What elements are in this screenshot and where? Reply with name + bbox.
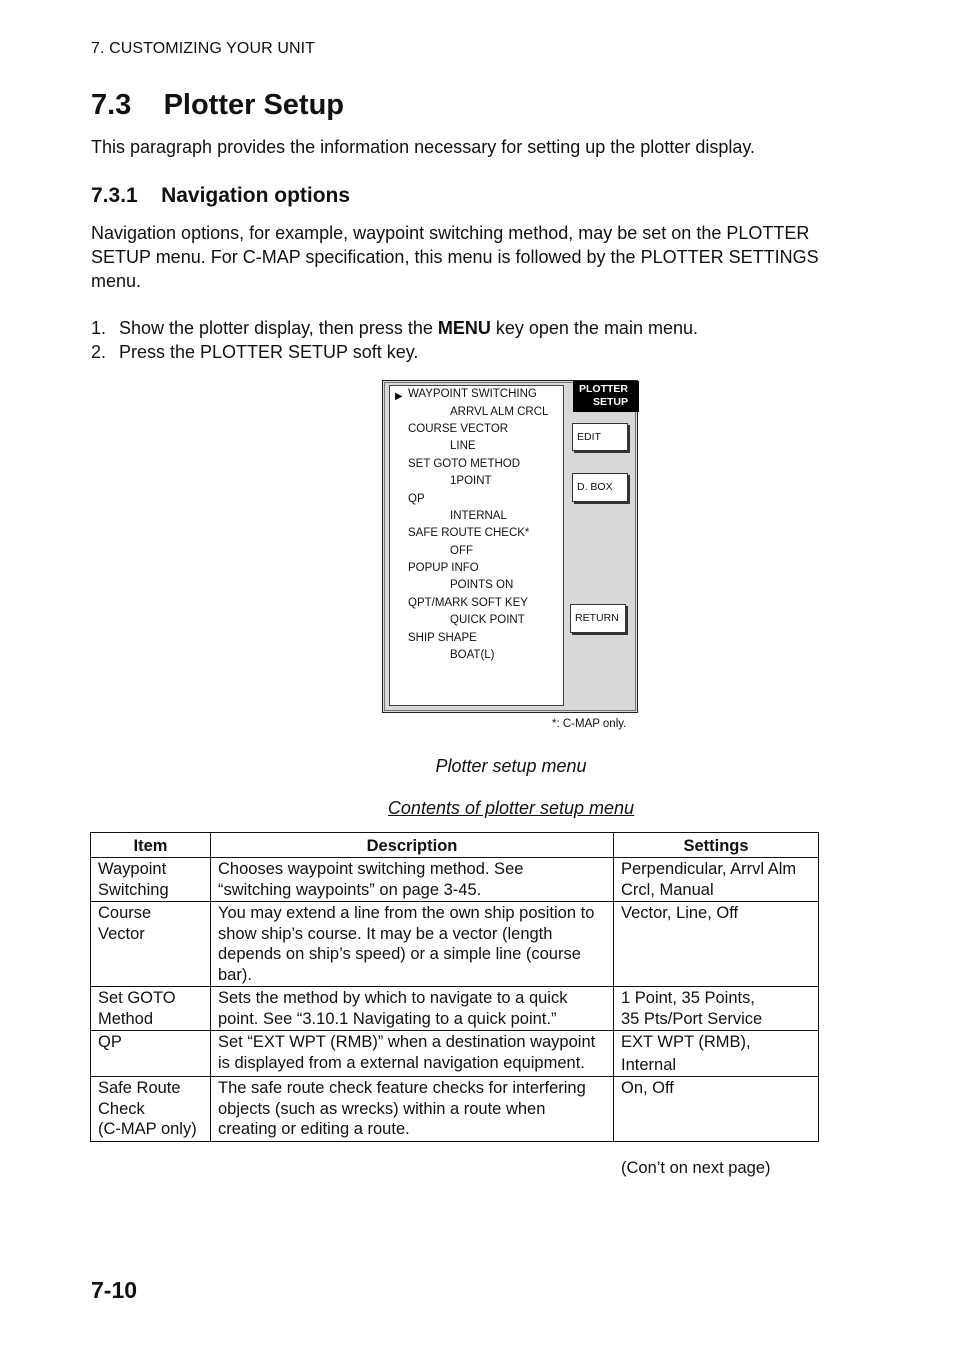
step-text: Press the PLOTTER SETUP soft key. — [119, 342, 419, 362]
page-number: 7-10 — [91, 1277, 138, 1303]
cell-line: QP — [98, 1033, 122, 1051]
cell-line: point. See “3.10.1 Navigating to a quick point.” — [218, 1009, 557, 1028]
cell-line: Vector, Line, Off — [621, 904, 739, 922]
step-number: 1. — [91, 318, 107, 338]
menu-value-qp: INTERNAL — [450, 510, 507, 522]
column-header-item: Item — [91, 833, 211, 858]
menu-item-ship-shape[interactable]: SHIP SHAPE — [408, 632, 477, 644]
table-row — [91, 902, 819, 987]
step-2 — [91, 340, 698, 364]
column-header-settings: Settings — [614, 833, 819, 858]
table-row — [91, 987, 819, 1031]
cell-settings — [614, 858, 819, 902]
cell-line: Method — [98, 1009, 154, 1028]
section-intro: This paragraph provides the information necessary for setting up the plotter display. — [91, 137, 756, 157]
step-text-end: key open the main menu. — [490, 318, 698, 338]
step-1 — [91, 316, 698, 340]
cell-settings — [614, 987, 819, 1031]
cell-settings — [614, 902, 819, 987]
cell-line: On, Off — [621, 1079, 674, 1097]
section-heading — [91, 89, 344, 122]
cell-item — [91, 858, 211, 902]
cell-settings — [614, 1031, 819, 1077]
cell-line: Vector — [98, 924, 145, 943]
cell-line: Course — [98, 904, 152, 922]
cell-description — [211, 1031, 614, 1077]
section-number: 7.3 — [91, 89, 132, 121]
menu-item-waypoint-switching[interactable]: WAYPOINT SWITCHING — [408, 388, 537, 400]
plotter-setup-contents-table — [90, 832, 819, 1142]
menu-item-qpt-mark-soft-key[interactable]: QPT/MARK SOFT KEY — [408, 597, 528, 609]
cell-line: Set “EXT WPT (RMB)” when a destination waypoint — [218, 1033, 596, 1051]
cell-item — [91, 1031, 211, 1077]
cell-line: 1 Point, 35 Points, — [621, 989, 755, 1007]
cell-line: “switching waypoints” on page 3-45. — [218, 880, 482, 899]
cell-description — [211, 858, 614, 902]
subsection-title: Navigation options — [161, 184, 351, 207]
running-header: 7. CUSTOMIZING YOUR UNIT — [91, 40, 316, 57]
step-number: 2. — [91, 342, 107, 362]
cell-settings — [614, 1077, 819, 1142]
cell-description — [211, 1077, 614, 1142]
cell-line: Internal — [621, 1055, 677, 1074]
plotter-setup-menu-list — [389, 385, 564, 706]
cell-line: objects (such as wrecks) within a route when — [218, 1099, 546, 1118]
cell-description — [211, 987, 614, 1031]
softkey-title-line: PLOTTER — [579, 383, 628, 395]
menu-key-name: MENU — [437, 318, 491, 338]
cell-line: Switching — [98, 880, 169, 899]
softkey-title-line: SETUP — [593, 396, 629, 408]
edit-softkey[interactable]: EDIT — [572, 423, 628, 451]
cell-line: depends on ship’s speed) or a simple line (course — [218, 945, 581, 963]
cmap-footnote: *: C-MAP only. — [552, 718, 627, 730]
cell-line: creating or editing a route. — [218, 1120, 410, 1138]
menu-item-course-vector[interactable]: COURSE VECTOR — [408, 423, 509, 435]
menu-value-set-goto-method: 1POINT — [450, 475, 492, 487]
cell-line: You may extend a line from the own ship position to — [218, 904, 595, 922]
menu-item-safe-route-check[interactable]: SAFE ROUTE CHECK* — [408, 527, 530, 539]
menu-item-popup-info[interactable]: POPUP INFO — [408, 562, 479, 574]
cell-item — [91, 902, 211, 987]
softkey-title-plotter-setup — [573, 381, 639, 412]
cell-line: EXT WPT (RMB), — [621, 1033, 751, 1051]
subsection-number: 7.3.1 — [91, 184, 138, 207]
body-line: menu. — [91, 271, 142, 291]
cell-line: Chooses waypoint switching method. See — [218, 860, 524, 878]
procedure-steps — [91, 316, 698, 364]
cell-line: Crcl, Manual — [621, 880, 714, 899]
cell-description — [211, 902, 614, 987]
table-caption: Contents of plotter setup menu — [387, 798, 635, 818]
cell-line: bar). — [218, 965, 252, 984]
cell-line: Sets the method by which to navigate to a quick — [218, 989, 568, 1007]
return-softkey[interactable]: RETURN — [570, 604, 626, 633]
menu-value-qpt-mark-soft-key: QUICK POINT — [450, 614, 525, 626]
menu-value-ship-shape: BOAT(L) — [450, 649, 495, 661]
dbox-softkey[interactable]: D. BOX — [572, 473, 628, 502]
body-line: Navigation options, for example, waypoint switching method, may be set on the PLOTTER — [91, 223, 810, 243]
menu-value-popup-info: POINTS ON — [450, 579, 514, 591]
table-header-row — [91, 833, 819, 858]
cell-line: The safe route check feature checks for interfering — [218, 1079, 586, 1097]
figure-caption: Plotter setup menu — [435, 756, 587, 776]
subsection-heading — [91, 184, 350, 208]
continued-note: (Con’t on next page) — [621, 1159, 771, 1177]
subsection-body — [91, 221, 819, 293]
table-row — [91, 1031, 819, 1077]
body-line: SETUP menu. For C-MAP specification, this menu is followed by the PLOTTER SETTINGS — [91, 247, 819, 267]
cell-line: Perpendicular, Arrvl Alm — [621, 860, 797, 878]
section-title: Plotter Setup — [163, 89, 345, 121]
menu-item-set-goto-method[interactable]: SET GOTO METHOD — [408, 458, 521, 470]
cell-line: Waypoint — [98, 860, 167, 878]
table-row — [91, 1077, 819, 1142]
cell-line: 35 Pts/Port Service — [621, 1009, 763, 1028]
cell-line: show ship’s course. It may be a vector (length — [218, 924, 553, 943]
cell-line: Set GOTO — [98, 989, 176, 1007]
cell-line: (C-MAP only) — [98, 1120, 197, 1138]
triangle-right-icon: ▶ — [395, 391, 403, 402]
column-header-description: Description — [211, 833, 614, 858]
menu-value-course-vector: LINE — [450, 440, 476, 452]
cell-item — [91, 987, 211, 1031]
cell-line: Check — [98, 1099, 145, 1118]
menu-value-waypoint-switching: ARRVL ALM CRCL — [450, 406, 549, 418]
step-text: Show the plotter display, then press the — [119, 318, 438, 338]
table-row — [91, 858, 819, 902]
cell-line: Safe Route — [98, 1079, 181, 1097]
cell-item — [91, 1077, 211, 1142]
menu-value-safe-route-check: OFF — [450, 545, 473, 557]
cell-line: is displayed from a external navigation equipment. — [218, 1053, 585, 1072]
menu-item-qp[interactable]: QP — [408, 493, 425, 505]
